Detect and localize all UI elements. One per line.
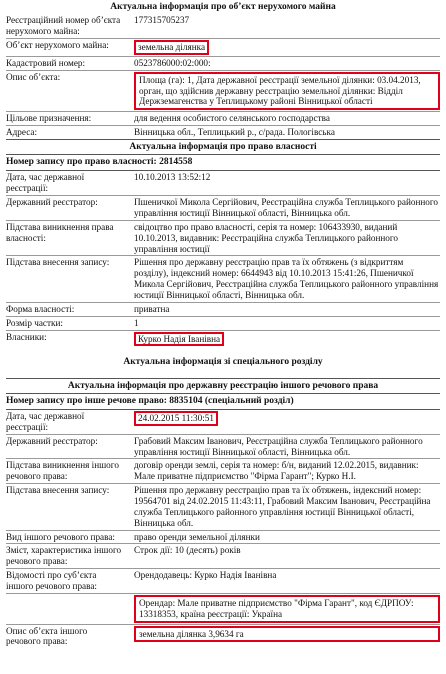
leased-area-highlight: земельна ділянка 3,9634 га — [134, 626, 440, 643]
row-label: Опис об’єкта: — [6, 71, 61, 82]
row-label: Зміст, характеристика іншого речового права: — [6, 545, 122, 567]
purpose-value: для ведення особистого селянського господарства — [134, 113, 330, 124]
row-label: Державний реєстратор: — [6, 435, 98, 446]
owner-name-highlight: Курко Надія Іванівна — [134, 332, 224, 347]
row-label: Підстава внесення запису: — [6, 257, 110, 268]
object-description-highlight: Площа (га): 1, Дата державної реєстрації земельної ділянки: 03.04.2013, орган, що здійснив державну реєстрацію земельної ділянки: Відділ Держземагенства у Теплицькому районі Вінницької області — [134, 72, 440, 111]
table-row — [6, 624, 440, 648]
right-type-value: право оренди земельної ділянки — [134, 531, 260, 542]
row-label: Адреса: — [6, 127, 38, 138]
table-row — [6, 196, 440, 221]
ownership-section-title: Актуальна інформація про право власності — [6, 139, 440, 155]
entry-basis-value: Рішення про державну реєстрацію прав та їх обтяжень (з відкриттям розділу), індексний номер: 6644943 від 10.10.2013 15:41:26, Пшеничкої Микола Сергійович, Реєстраційна служба Теплицького районного управління юстиції Вінницької області, Вінницька обл. — [134, 257, 439, 300]
row-label: Об’єкт нерухомого майна: — [6, 39, 109, 50]
table-row — [6, 434, 440, 459]
entry-basis-value: Рішення про державну реєстрацію прав та їх обтяжень, індексний номер: 19564701 від 24.02.2015 11:43:11, Грабовий Максим Іванович, Реєстраційна служба Теплицького районного управління юстиції Вінницької області, Вінницька обл. — [134, 485, 431, 528]
row-label: Дата, час державної реєстрації: — [6, 172, 85, 194]
row-label: Форма власності: — [6, 303, 75, 314]
registrar-value: Пшеничкої Микола Сергійович, Реєстраційна служба Теплицького районного управління юстиції Вінницької області, Вінницька обл. — [134, 197, 439, 218]
ownership-basis-value: свідоцтво про право власності, серія та номер: 106433930, виданий 10.10.2013, видавник: Реєстраційна служба Теплицького районного управління юстиції — [134, 221, 399, 254]
other-right-table — [6, 410, 440, 648]
table-row — [6, 484, 440, 530]
table-row — [6, 569, 440, 594]
row-label: Вид іншого речового права: — [6, 531, 115, 542]
row-label: Опис об’єкта іншого речового права: — [6, 625, 88, 647]
table-row — [6, 302, 440, 316]
other-right-section-title: Актуальна інформація про державну реєстрацію іншого речового права — [6, 378, 440, 394]
ownership-form-value: приватна — [134, 303, 170, 314]
row-label: Розмір частки: — [6, 317, 63, 328]
table-row — [6, 316, 440, 330]
row-label — [6, 593, 130, 624]
table-row — [6, 112, 440, 126]
row-label: Власники: — [6, 331, 47, 342]
row-label: Відомості про суб’єкта іншого речового права: — [6, 570, 97, 592]
table-row — [6, 38, 440, 56]
table-row — [6, 14, 440, 38]
row-label: Державний реєстратор: — [6, 197, 98, 208]
lessor-value: Орендодавець: Курко Надія Іванівна — [134, 570, 277, 581]
table-row — [6, 544, 440, 569]
row-label: Дата, час державної реєстрації: — [6, 410, 85, 432]
table-row — [6, 459, 440, 484]
registration-datetime: 10.10.2013 13:52:12 — [134, 172, 211, 183]
lease-date-highlight: 24.02.2015 11:30:51 — [134, 411, 218, 426]
table-row — [6, 171, 440, 195]
table-row — [6, 410, 440, 434]
row-label: Підстава виникнення права власності: — [6, 221, 114, 243]
row-label: Цільове призначення: — [6, 113, 92, 124]
table-row — [6, 56, 440, 70]
registrar-value: Грабовий Максим Іванович, Реєстраційна служба Теплицького районного управління юстиції Вінницької області, Вінницька обл. — [134, 435, 423, 457]
table-row — [6, 126, 440, 139]
property-type-highlight: земельна ділянка — [134, 40, 209, 55]
row-label: Підстава внесення запису: — [6, 485, 110, 496]
row-label: Реєстраційний номер об’єкта нерухомого майна: — [6, 15, 121, 37]
address-value: Вінницька обл., Теплицький р., с/рада. Пологівська — [134, 127, 335, 138]
registration-number: 177315705237 — [134, 15, 190, 26]
special-section-title: Актуальна інформація зі спеціального розділу — [123, 357, 323, 368]
table-row — [6, 530, 440, 544]
table-row — [6, 330, 440, 347]
share-size-value: 1 — [134, 317, 139, 328]
right-content-value: Строк дії: 10 (десять) років — [134, 545, 241, 556]
right-basis-value: договір оренди землі, серія та номер: б/н, виданий 12.02.2015, видавник: Мале приватне підприємство "Фірма Гарант"; Курко Н.І. — [134, 460, 419, 482]
property-section-title: Актуальна інформація про об’єкт нерухомого майна — [110, 2, 336, 12]
ownership-record-number: Номер запису про право власності: 2814558 — [6, 155, 440, 171]
lessee-highlight: Орендар: Мале приватне підприємство "Фірма Гарант", код ЄДРПОУ: 13318353, країна реєстрації: Україна — [134, 595, 440, 623]
table-row — [6, 256, 440, 302]
ownership-table — [6, 171, 440, 347]
table-row — [6, 70, 440, 112]
table-row — [6, 220, 440, 256]
table-row — [6, 593, 440, 624]
cadastral-number: 0523786000:02:000: — [134, 57, 211, 68]
other-right-record-number: Номер запису про інше речове право: 8835104 (спеціальний розділ) — [6, 394, 440, 410]
property-table — [6, 14, 440, 139]
row-label: Підстава виникнення іншого речового права: — [6, 460, 119, 482]
row-label: Кадастровий номер: — [6, 57, 86, 68]
